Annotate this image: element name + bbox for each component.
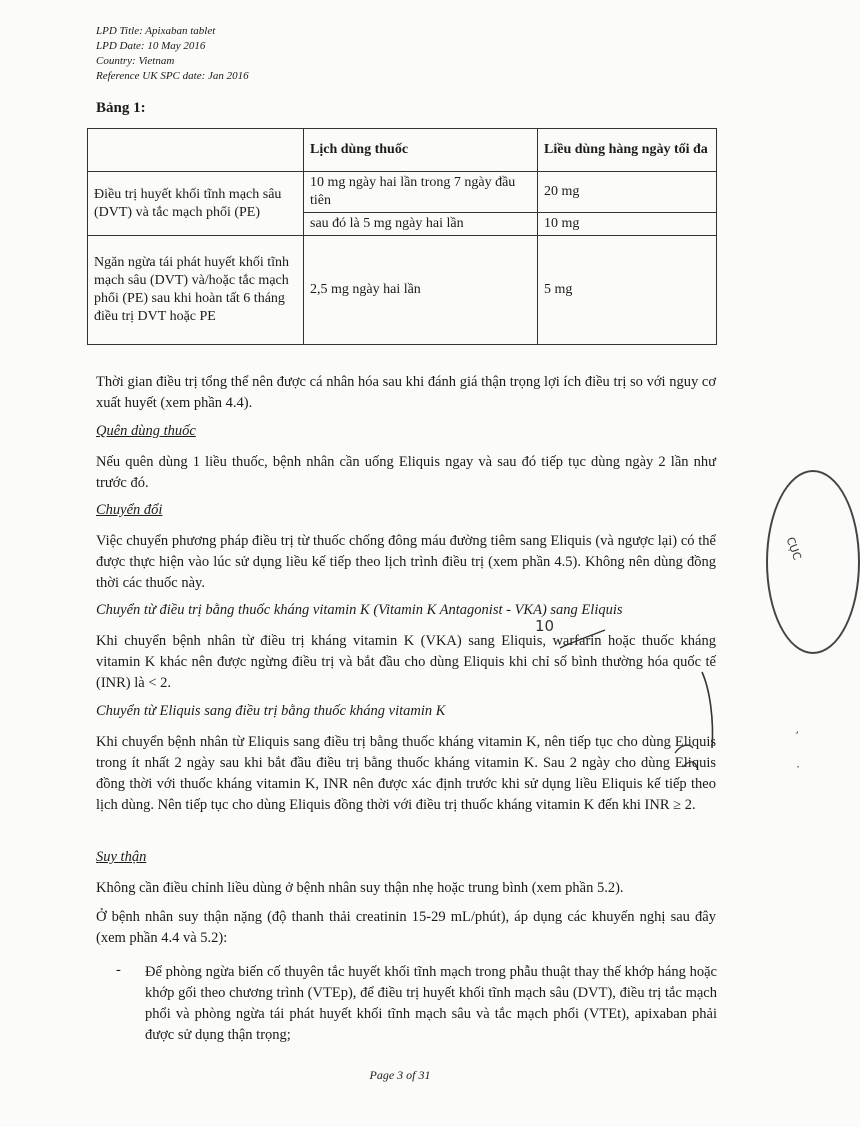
table-title: Bảng 1: [96, 100, 146, 116]
missed-dose-heading: Quên dùng thuốc [96, 423, 196, 439]
table-row [88, 236, 717, 345]
table-cell-schedule: 10 mg ngày hai lần trong 7 ngày đầu tiên [304, 172, 538, 213]
header-date: LPD Date: 10 May 2016 [96, 40, 206, 52]
duration-paragraph: Thời gian điều trị tổng thể nên được cá nhân hóa sau khi đánh giá thận trọng lợi ích điều trị so với nguy cơ xuất huyết (xem phần 4.4). [96, 374, 716, 411]
edge-mark: ¸ [794, 720, 800, 734]
renal-impairment-heading: Suy thận [96, 849, 147, 865]
vka-to-eliquis-paragraph: Khi chuyển bệnh nhân từ điều trị kháng vitamin K (VKA) sang Eliquis, warfarin hoặc thuốc kháng vitamin K khác nên được ngừng điều trị và bắt đầu cho dùng Eliquis khi chỉ số bình thường hóa quốc tế (INR) là < 2. [96, 633, 716, 691]
table-cell-schedule: 2,5 mg ngày hai lần [304, 236, 538, 345]
table-cell-max-dose: 5 mg [538, 236, 717, 345]
renal-mild-paragraph: Không cần điều chỉnh liều dùng ở bệnh nhân suy thận nhẹ hoặc trung bình (xem phần 5.2). [96, 880, 624, 896]
edge-mark: · [796, 760, 800, 774]
handwritten-number: 10 [535, 617, 555, 635]
bullet-paragraph: Để phòng ngừa biến cố thuyên tắc huyết khối tĩnh mạch trong phẫu thuật thay thế khớp háng hoặc khớp gối theo chương trình (VTEp), để điều trị huyết khối tĩnh mạch sâu (DVT), điều trị tắc mạch phổi và phòng ngừa tái phát huyết khối tĩnh mạch sâu và tắc mạch phổi (VTEt), apixaban phải được sử dụng thận trọng; [145, 964, 717, 1043]
eliquis-to-vka-paragraph: Khi chuyển bệnh nhân từ Eliquis sang điều trị bằng thuốc kháng vitamin K, nên tiếp tục cho dùng Eliquis trong ít nhất 2 ngày sau khi bắt đầu điều trị bằng thuốc kháng vitamin K. Sau 2 ngày cho dùng Eliquis đồng thời với thuốc kháng vitamin K, INR nên được xác định trước khi sử dụng liều Eliquis kế tiếp theo lịch dùng. Nên tiếp tục cho dùng Eliquis đồng thời với điều trị thuốc kháng vitamin K đến khi INR ≥ 2. [96, 734, 716, 813]
switching-heading: Chuyển đổi [96, 502, 163, 518]
page-number: Page 3 of 31 [369, 1068, 431, 1082]
table-header-schedule: Lịch dùng thuốc [304, 129, 538, 172]
table-cell-indication: Điều trị huyết khối tĩnh mạch sâu (DVT) và tắc mạch phổi (PE) [88, 172, 304, 236]
switching-paragraph: Việc chuyển phương pháp điều trị từ thuốc chống đông máu đường tiêm sang Eliquis (và ngược lại) có thể được thực hiện vào lúc sử dụng liều kế tiếp theo lịch trình điều trị (xem phần 4.5). Không nên dùng đồng thời các thuốc này. [96, 533, 716, 591]
table-header-row [88, 129, 717, 172]
header-reference: Reference UK SPC date: Jan 2016 [96, 70, 249, 82]
eliquis-to-vka-heading: Chuyển từ Eliquis sang điều trị bằng thuốc kháng vitamin K [96, 703, 446, 719]
table-cell-max-dose: 20 mg [538, 172, 717, 213]
renal-severe-paragraph: Ở bệnh nhân suy thận nặng (độ thanh thải creatinin 15-29 mL/phút), áp dụng các khuyến nghị sau đây (xem phần 4.4 và 5.2): [96, 909, 716, 946]
missed-dose-paragraph: Nếu quên dùng 1 liều thuốc, bệnh nhân cần uống Eliquis ngay và sau đó tiếp tục dùng ngày 2 lần như trước đó. [96, 454, 716, 491]
table-header-empty [88, 129, 304, 172]
table-cell-schedule: sau đó là 5 mg ngày hai lần [304, 213, 538, 236]
table-cell-indication: Ngăn ngừa tái phát huyết khối tĩnh mạch sâu (DVT) và/hoặc tắc mạch phổi (PE) sau khi hoàn tất 6 tháng điều trị DVT hoặc PE [88, 236, 304, 345]
table-cell-max-dose: 10 mg [538, 213, 717, 236]
vka-to-eliquis-heading: Chuyển từ điều trị bằng thuốc kháng vitamin K (Vitamin K Antagonist - VKA) sang Eliquis [96, 602, 623, 618]
header-title: LPD Title: Apixaban tablet [96, 25, 216, 37]
official-stamp [766, 470, 860, 654]
dosage-table [87, 128, 717, 345]
table-row [88, 172, 717, 213]
table-header-max-dose: Liều dùng hàng ngày tối đa [538, 129, 717, 172]
stamp-text: CỤC [783, 535, 804, 562]
bullet-dash: - [116, 962, 121, 978]
document-header [96, 24, 249, 84]
header-country: Country: Vietnam [96, 55, 175, 67]
